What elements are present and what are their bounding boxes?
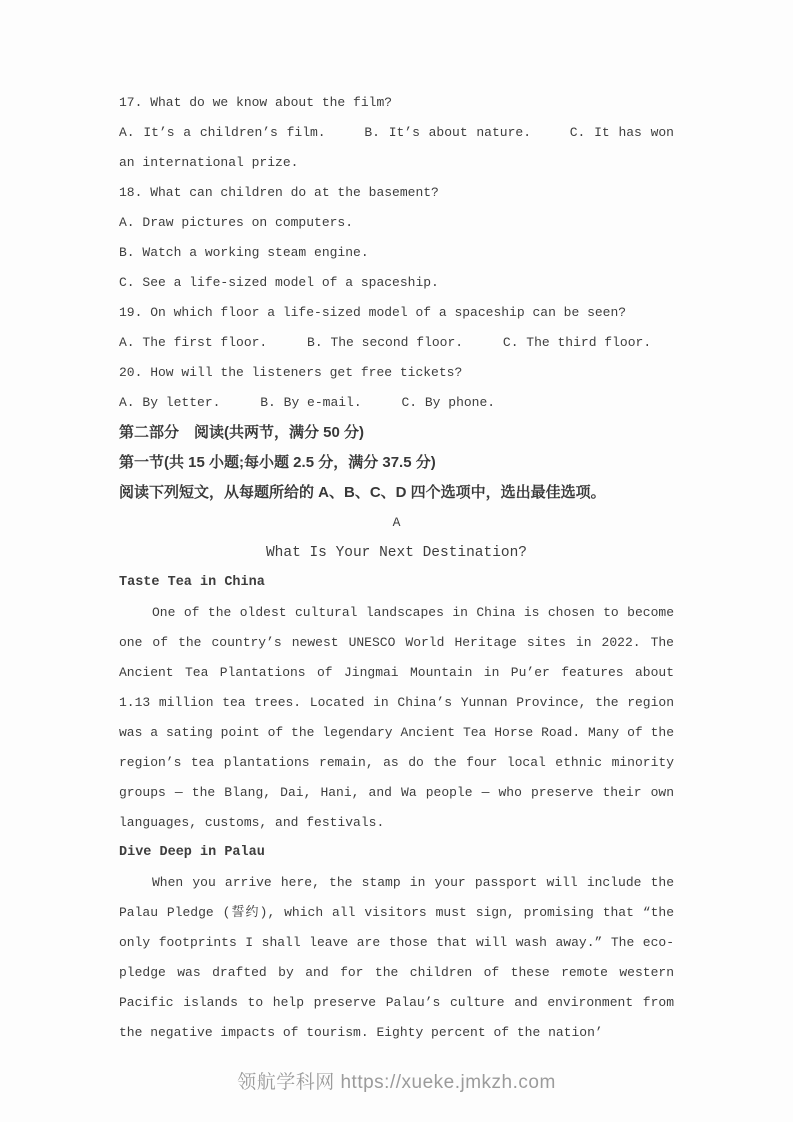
q19-option-c: C. The third floor. <box>502 335 652 350</box>
passage-section-1-paragraph: One of the oldest cultural landscapes in China is chosen to become one of the country’s newest UNESCO World Heritage sites in 2022. The Ancient Tea Plantations of Jingmai Mountain in Pu’er features about 1.13 million tea trees. Located in China’s Yunnan Province, the region was a sating point of the legendary Ancient Tea Horse Road. Many of the region’s tea plantations remain, as do the four local ethnic minority groups — the Blang, Dai, Hani, and Wa people — who preserve their own languages, customs, and festivals. <box>119 605 674 830</box>
q20-option-b: B. By e-mail. <box>260 395 362 410</box>
q19-option-b: B. The second floor. <box>307 335 464 350</box>
q20-option-c: C. By phone. <box>401 395 496 410</box>
passage-label: A <box>392 515 401 530</box>
question-20-text: 20. How will the listeners get free tickets? <box>119 365 463 380</box>
q18-option-a: A. Draw pictures on computers. <box>119 215 354 230</box>
reading-instructions: 阅读下列短文，从每题所给的 A、B、C、D 四个选项中，选出最佳选项。 <box>119 484 606 501</box>
question-17-text: 17. What do we know about the film? <box>119 95 393 110</box>
q19-option-a: A. The first floor. <box>119 335 268 350</box>
reading-section-heading: 第一节(共 15 小题;每小题 2.5 分，满分 37.5 分) <box>119 454 436 471</box>
q18-option-c: C. See a life-sized model of a spaceship. <box>119 275 439 290</box>
passage-title: What Is Your Next Destination? <box>265 545 528 561</box>
question-17-options <box>119 118 674 178</box>
q20-option-a: A. By letter. <box>119 395 221 410</box>
q17-option-b: B. It’s about nature. <box>364 125 531 140</box>
question-18-text: 18. What can children do at the basement? <box>119 185 439 200</box>
passage-section-1-heading: Taste Tea in China <box>119 575 265 590</box>
document-content <box>119 88 674 1048</box>
reading-part-heading: 第二部分 阅读(共两节，满分 50 分) <box>119 424 365 441</box>
question-19-text: 19. On which floor a life-sized model of a spaceship can be seen? <box>119 305 627 320</box>
passage-section-2-paragraph: When you arrive here, the stamp in your passport will include the Palau Pledge (誓约), which all visitors must sign, promising that “the only footprints I shall leave are those that will wash away.” The eco-pledge was drafted by and for the children of these remote western Pacific islands to help preserve Palau’s culture and environment from the negative impacts of tourism. Eighty percent of the nation’ <box>119 875 674 1040</box>
q17-option-a: A. It’s a children’s film. <box>119 125 326 140</box>
q17-option-c: C. It has won an international prize. <box>119 125 674 170</box>
watermark-footer-text: 领航学科网 https://xueke.jmkzh.com <box>237 1072 556 1093</box>
passage-section-2-heading: Dive Deep in Palau <box>119 845 265 860</box>
q18-option-b: B. Watch a working steam engine. <box>119 245 369 260</box>
question-20-options <box>119 388 674 418</box>
question-19-options <box>119 328 674 358</box>
